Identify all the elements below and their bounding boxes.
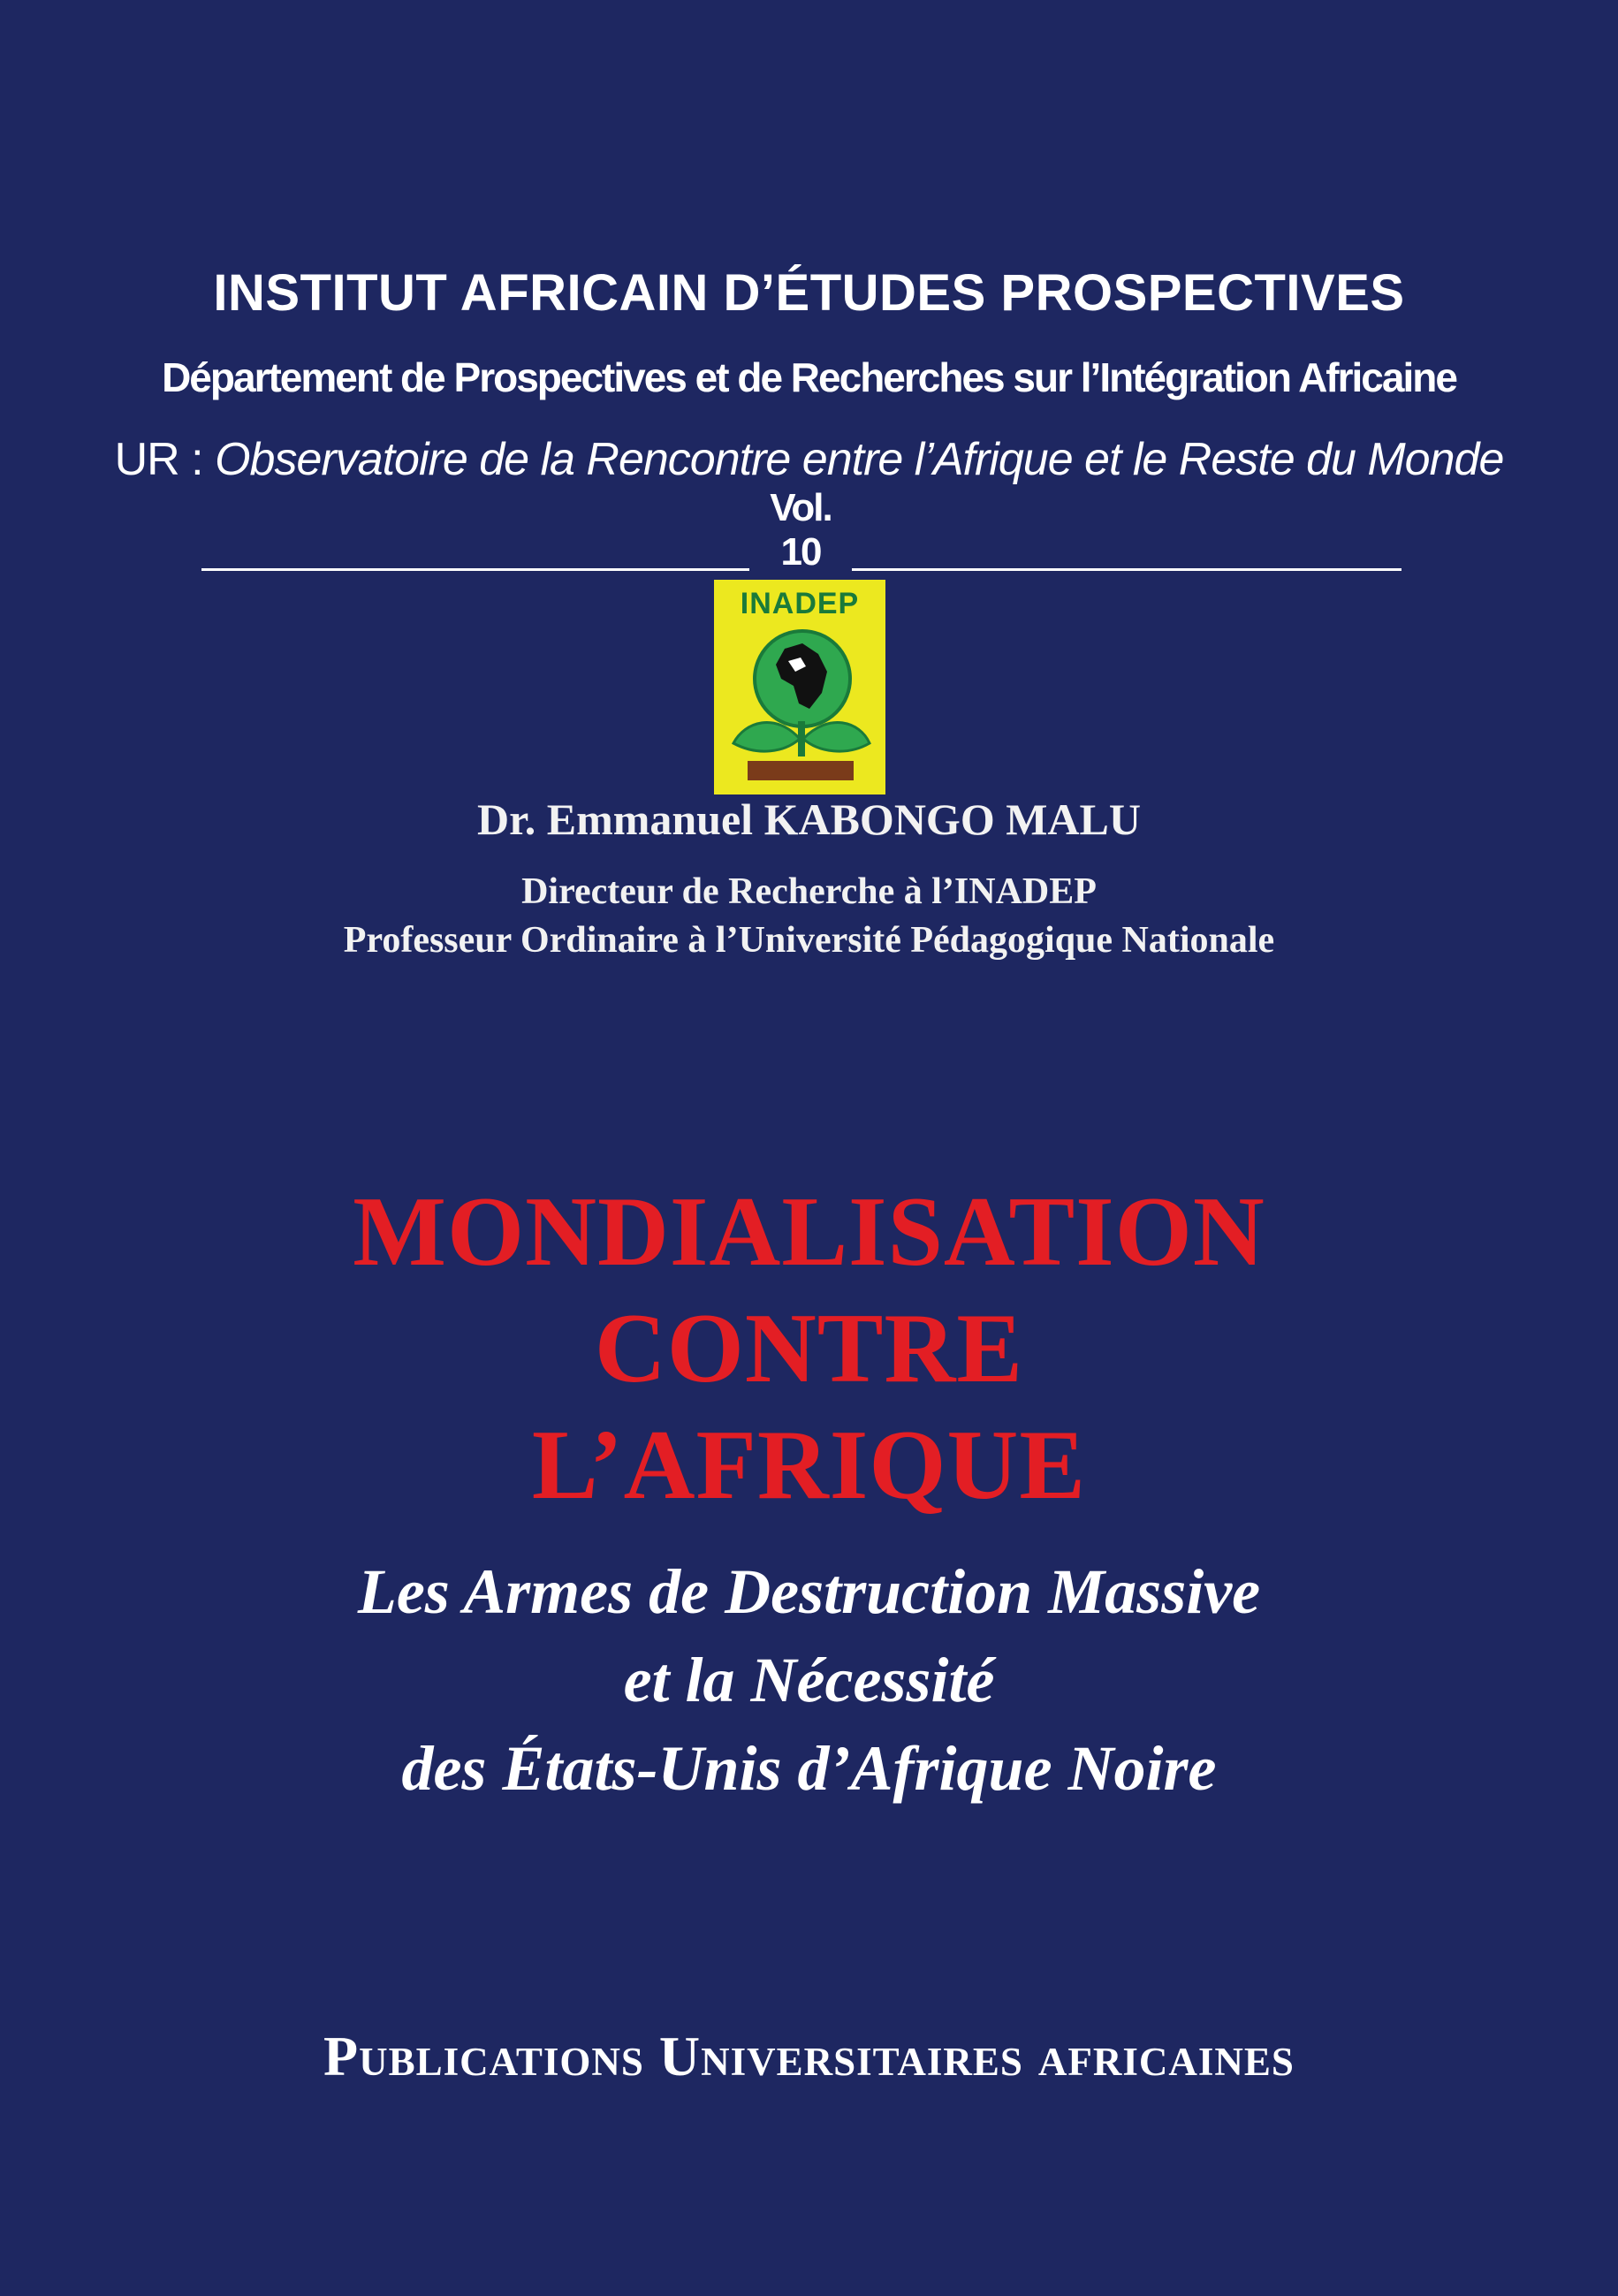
volume-rule-left	[201, 568, 749, 571]
author-name: Dr. Emmanuel KABONGO MALU	[477, 794, 1141, 844]
inadep-logo	[714, 580, 885, 794]
book-title-line-2: CONTRE	[594, 1294, 1024, 1403]
publisher-name: Publications Universitaires africaines	[323, 2025, 1295, 2087]
book-title-line-1: MONDIALISATION	[353, 1177, 1265, 1287]
research-unit-prefix: UR :	[114, 434, 216, 485]
logo-wordmark: INADEP	[740, 587, 860, 620]
research-unit-title: Observatoire de la Rencontre entre l’Afrique et le Reste du Monde	[215, 434, 1504, 485]
volume-label: Vol. 10	[770, 486, 832, 574]
book-title-line-3: L’AFRIQUE	[531, 1410, 1087, 1520]
department-name: Département de Prospectives et de Recherches sur l’Intégration Africaine	[162, 354, 1456, 400]
book-subtitle-line-1: Les Armes de Destruction Massive	[357, 1556, 1261, 1627]
book-subtitle-line-3: des États-Unis d’Afrique Noire	[401, 1733, 1217, 1804]
volume-row	[201, 486, 1402, 574]
institute-name: INSTITUT AFRICAIN D’ÉTUDES PROSPECTIVES	[213, 264, 1405, 322]
author-role-research: Directeur de Recherche à l’INADEP	[521, 871, 1097, 912]
volume-rule-right	[852, 568, 1402, 571]
author-role-professor: Professeur Ordinaire à l’Université Pédagogique Nationale	[343, 920, 1275, 961]
book-subtitle-line-2: et la Nécessité	[623, 1645, 995, 1715]
research-unit-line	[0, 433, 1618, 486]
